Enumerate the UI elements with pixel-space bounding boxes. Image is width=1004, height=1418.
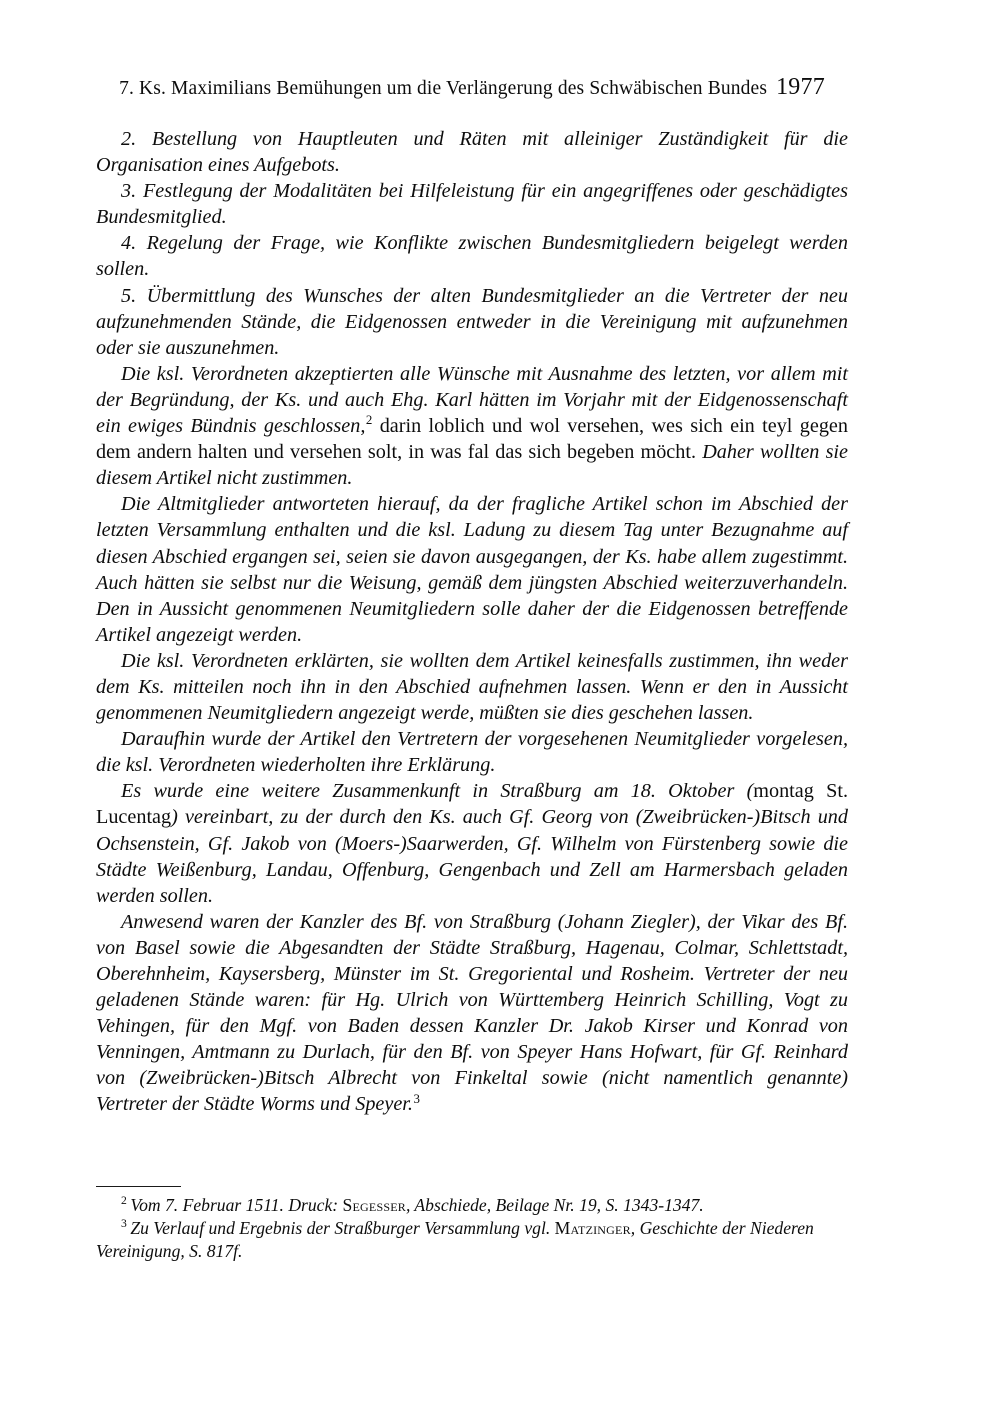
italic-run: 5. Übermittlung des Wunsches der alten Bundesmitglieder an die Vertreter der neu aufzunehmenden Stände, die Eidgenossen entweder in die Vereinigung mit aufzunehmen oder sie auszunehmen. [96,284,848,359]
small-caps-name: Matzinger [554,1218,631,1239]
running-head-title: 7. Ks. Maximilians Bemühungen um die Verlängerung des Schwäbischen Bundes [119,78,768,99]
roman-run: montag St. Lucentag [96,780,848,829]
italic-run: , Geschichte der Niederen Vereinigung, S. 817f. [96,1218,814,1262]
footnote-marker: 3 [121,1217,127,1231]
paragraph-ksl-verordnete-akzeptierten [96,361,848,491]
italic-run: 4. Regelung der Frage, wie Konflikte zwischen Bundesmitgliedern beigelegt werden sollen. [96,232,848,281]
italic-run: Anwesend waren der Kanzler des Bf. von Straßburg (Johann Ziegler), der Vikar des Bf. von Basel sowie die Abgesandten der Städte Straßburg, Hagenau, Colmar, Schlettstadt, Oberehnheim, Kaysersberg, Münster im St. Gregoriental und Rosheim. Vertreter der neu geladenen Stände waren: für Hg. Ulrich von Württemberg Heinrich Schilling, Vogt zu Vehingen, für den Mgf. von Baden dessen Kanzler Dr. Jakob Kirser und Konrad von Venningen, Amtmann zu Durlach, für den Bf. von Speyer Hans Hofwart, für Gf. Reinhard von (Zweibrücken-)Bitsch Albrecht von Finkeltal sowie (nicht namentlich genannte) Vertreter der Städte Worms und Speyer. [96,910,848,1116]
footnote-reference: 3 [413,1090,420,1106]
italic-run: Die Altmitglieder antworteten hierauf, da der fragliche Artikel schon im Abschied der letzten Versammlung enthalten und die ksl. Ladung zu diesem Tag unter Bezugnahme auf diesen Abschied ergangen sei, seien sie davon ausgegangen, der Ks. habe allem zugestimmt. Auch hätten sie selbst nur die Weisung, gemäß dem jüngsten Abschied weiterzuverhandeln. Den in Aussicht genommenen Neumitgliedern solle daher der die Eidgenossen betreffende Artikel angezeigt werden. [96,493,848,646]
italic-run: 2. Bestellung von Hauptleuten und Räten mit alleiniger Zuständigkeit für die Organisation eines Aufgebots. [96,128,848,177]
footnote-separator-rule [96,1186,181,1187]
footnote-2 [96,1194,848,1217]
paragraph-item-3 [96,178,848,230]
paragraph-daraufhin-vorgelesen [96,726,848,778]
paragraph-item-5 [96,283,848,361]
footnote-3 [96,1217,848,1263]
running-head [96,74,848,104]
italic-run: Es wurde eine weitere Zusammenkunft in Straßburg am 18. Oktober ( [121,780,754,803]
paragraph-item-4 [96,230,848,282]
small-caps-name: Segesser [342,1195,406,1215]
footnote-list [96,1194,848,1264]
italic-run: Daraufhin wurde der Artikel den Vertretern der vorgesehenen Neumitglieder vorgelesen, die ksl. Verordneten wiederholten ihre Erklärung. [96,728,848,777]
italic-run: Zu Verlauf und Ergebnis der Straßburger Versammlung vgl. [130,1218,555,1239]
italic-run: , Abschiede, Beilage Nr. 19, S. 1343-1347. [405,1195,704,1215]
roman-run: darin loblich und wol versehen, wes sich ein teyl gegen dem andern halten und versehen solt, in was fal das sich begeben möcht. [96,415,848,464]
page-number: 1977 [776,74,825,100]
italic-run: 3. Festlegung der Modalitäten bei Hilfeleistung für ein angegriffenes oder geschädigtes Bundesmitglied. [96,180,848,229]
italic-run: Die ksl. Verordneten akzeptierten alle Wünsche mit Ausnahme des letzten, vor allem mit der Begründung, der Ks. und auch Ehg. Karl hätten im Vorjahr mit der Eidgenossenschaft ein ewiges Bündnis geschlossen, [96,362,848,438]
italic-run: Vom 7. Februar 1511. Druck: [130,1195,343,1215]
body-text-column [96,126,848,1118]
paragraph-anwesend-waren [96,909,848,1118]
paragraph-altmitglieder-antworteten [96,491,848,648]
italic-run: Die ksl. Verordneten erklärten, sie wollten dem Artikel keinesfalls zustimmen, ihn weder dem Ks. mitteilen noch ihn in den Abschied aufnehmen lassen. Wenn er den in Aussicht genommenen Neumitgliedern angezeigt werde, müßten sie dies geschehen lassen. [96,649,848,725]
italic-run: ) vereinbart, zu der durch den Ks. auch Gf. Georg von (Zweibrücken-)Bitsch und Ochsenstein, Gf. Jakob von (Moers-)Saarwerden, Gf. Wilhelm von Fürstenberg sowie die Städte Weißenburg, Landau, Offenburg, Gengenbach und Zell am Harmersbach geladen werden sollen. [96,806,848,907]
footnote-reference: 2 [365,412,373,428]
paragraph-item-2 [96,126,848,178]
footnote-area [96,1186,848,1264]
paragraph-ksl-verordnete-erklaerten [96,648,848,726]
italic-run: Daher wollten sie diesem Artikel nicht zustimmen. [96,441,848,490]
paragraph-weitere-zusammenkunft-strassburg [96,778,848,908]
footnote-marker: 2 [121,1194,127,1208]
